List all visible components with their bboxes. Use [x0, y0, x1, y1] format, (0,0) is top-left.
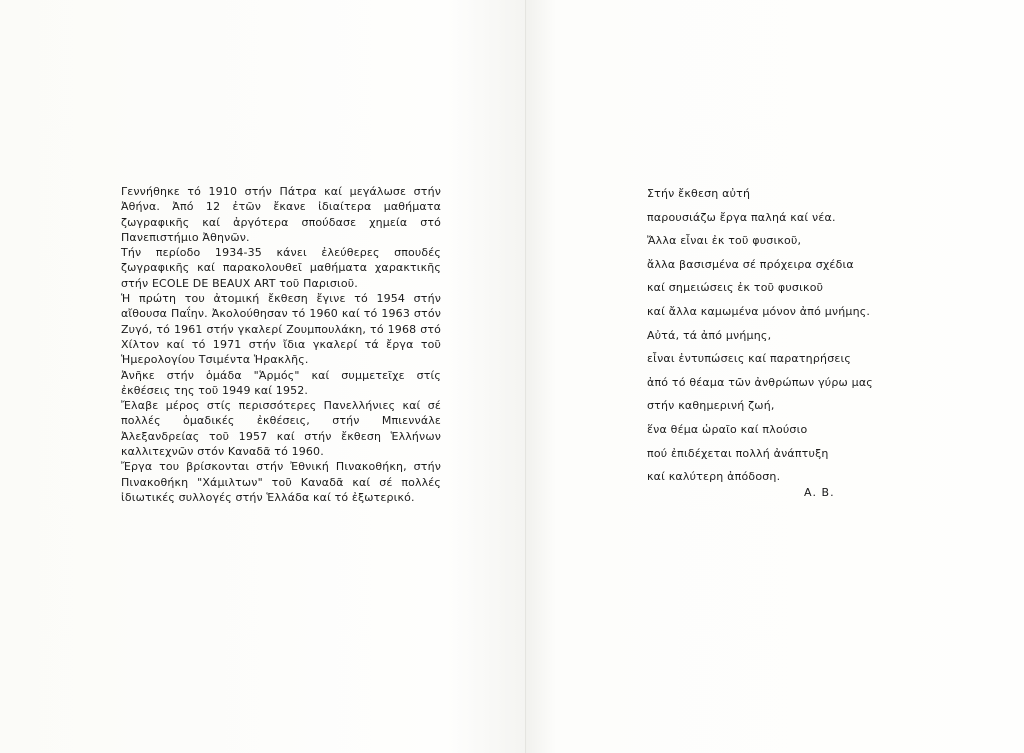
bio-paragraph: Ἀνῆκε στήν ὁμάδα "Ἁρμός" καί συμμετεῖχε στίς ἐκθέσεις της τοῦ 1949 καί 1952.: [121, 368, 441, 397]
statement-line: Αὐτά, τά ἀπό μνήμης,: [647, 328, 772, 342]
statement-line: καί ἄλλα καμωμένα μόνον ἀπό μνήμης.: [647, 304, 871, 318]
bio-paragraph: Ἡ πρώτη του ἀτομική ἔκθεση ἔγινε τό 1954 στήν αἴθουσα Παΐην. Ἀκολούθησαν τό 1960 καί τό 1963 στόν Ζυγό, τό 1961 στήν γκαλερί Ζουμπουλάκη, τό 1968 στό Χίλτον καί τό 1971 στήν ἴδια γκαλερί τά ἔργα τοῦ Ἡμερολογίου Τσιμέντα Ἡρακλῆς.: [121, 292, 441, 367]
statement-line: Ἄλλα εἶναι ἐκ τοῦ φυσικοῦ,: [647, 234, 802, 248]
statement-line: εἶναι ἐντυπώσεις καί παρατηρήσεις: [647, 352, 852, 366]
bio-paragraph: Τήν περίοδο 1934-35 κάνει ἐλεύθερες σπουδές ζωγραφικῆς καί παρακολουθεῖ μαθήματα χαρακτικῆς στήν ECOLE DE BEAUX ART τοῦ Παρισιοῦ.: [121, 246, 441, 290]
author-signature: Α. Β.: [804, 486, 835, 499]
biography-text: [121, 184, 441, 505]
statement-line: καί καλύτερη ἀπόδοση.: [647, 470, 781, 484]
statement-line: παρουσιάζω ἔργα παληά καί νέα.: [647, 210, 836, 224]
statement-line: ἀπό τό θέαμα τῶν ἀνθρώπων γύρω μας: [647, 375, 873, 389]
bio-paragraph: Ἔργα του βρίσκονται στήν Ἐθνική Πινακοθήκη, στήν Πινακοθήκη "Χάμιλτων" τοῦ Καναδᾶ καί σέ πολλές ἰδιωτικές συλλογές στήν Ἑλλάδα καί τό ἐξωτερικό.: [121, 460, 441, 504]
statement-line: ἄλλα βασισμένα σέ πρόχειρα σχέδια: [647, 257, 854, 271]
statement-line: καί σημειώσεις ἐκ τοῦ φυσικοῦ: [647, 281, 824, 295]
statement-line: Στήν ἔκθεση αὐτή: [647, 187, 751, 200]
statement-line: πού ἐπιδέχεται πολλή ἀνάπτυξη: [647, 446, 829, 460]
bio-paragraph: Ἔλαβε μέρος στίς περισσότερες Πανελλήνιες καί σέ πολλές ὁμαδικές ἐκθέσεις, στήν Μπιεννάλε Ἀλεξανδρείας τοῦ 1957 καί στήν ἔκθεση Ἑλλήνων καλλιτεχνῶν στόν Καναδᾶ τό 1960.: [121, 399, 441, 459]
statement-line: στήν καθημερινή ζωή,: [647, 399, 775, 413]
statement-line: ἕνα θέμα ὡραῖο καί πλούσιο: [647, 422, 808, 436]
bio-paragraph: Γεννήθηκε τό 1910 στήν Πάτρα καί μεγάλωσε στήν Ἀθήνα. Ἀπό 12 ἐτῶν ἔκανε ἰδιαίτερα μαθήματα ζωγραφικῆς καί ἀργότερα σπούδασε χημεία στό Πανεπιστήμιο Ἀθηνῶν.: [121, 185, 441, 244]
artist-statement: [647, 186, 907, 493]
